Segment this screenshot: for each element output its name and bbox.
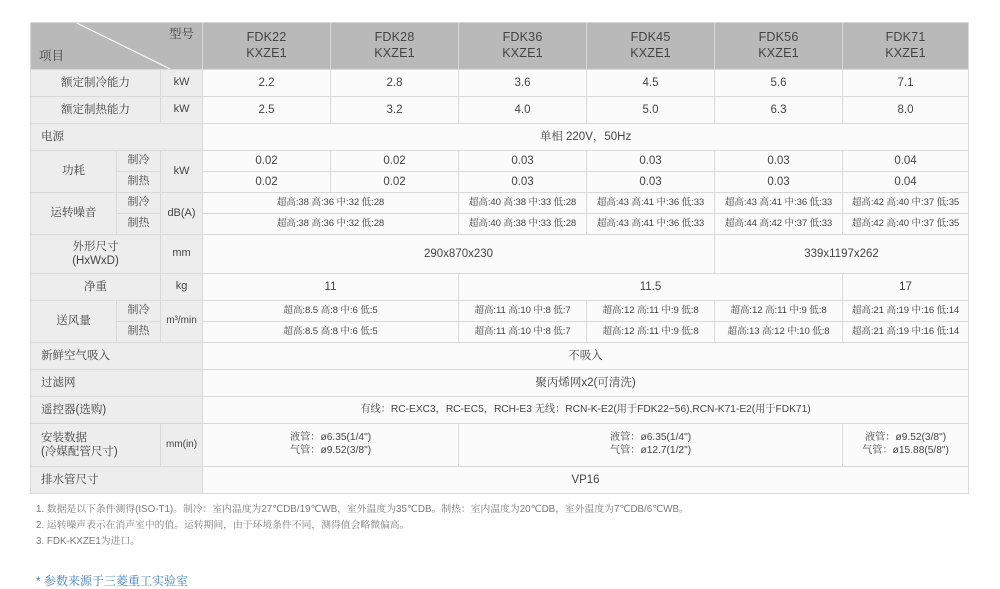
row-sublabel-noise-heating: 制热 bbox=[117, 214, 161, 235]
table-row bbox=[31, 343, 969, 370]
cell-airflow-cooling-4: 超高:21 高:19 中:16 低:14 bbox=[843, 301, 969, 322]
table-row bbox=[31, 397, 969, 424]
cell-cooling-capacity-1: 2.8 bbox=[331, 70, 459, 97]
row-unit-air-flow: m³/min bbox=[161, 301, 203, 343]
cell-noise-cooling-2: 超高:43 高:41 中:36 低:33 bbox=[587, 193, 715, 214]
header-model-0 bbox=[203, 23, 331, 70]
header-model-1-line1: FDK28 bbox=[374, 30, 415, 45]
cell-drain-pipe-value: VP16 bbox=[203, 467, 969, 494]
row-label-noise: 运转噪音 bbox=[31, 193, 117, 235]
cell-power-heating-0: 0.02 bbox=[203, 172, 331, 193]
row-sublabel-airflow-heating: 制热 bbox=[117, 322, 161, 343]
table-row bbox=[31, 301, 969, 322]
cell-power-cooling-2: 0.03 bbox=[459, 151, 587, 172]
cell-noise-heating-1: 超高:40 高:38 中:33 低:28 bbox=[459, 214, 587, 235]
cell-cooling-capacity-0: 2.2 bbox=[203, 70, 331, 97]
row-label-install-line2: (冷媒配管尺寸) bbox=[41, 446, 118, 458]
header-model-3 bbox=[587, 23, 715, 70]
table-row bbox=[31, 370, 969, 397]
cell-net-weight-2: 17 bbox=[843, 274, 969, 301]
source-footnote: * 参数来源于三菱重工实验室 bbox=[36, 574, 189, 589]
table-row bbox=[31, 424, 969, 467]
cell-noise-cooling-4: 超高:42 高:40 中:37 低:35 bbox=[843, 193, 969, 214]
cell-cooling-capacity-2: 3.6 bbox=[459, 70, 587, 97]
cell-dimensions-0: 290x870x230 bbox=[203, 235, 715, 274]
cell-heating-capacity-3: 5.0 bbox=[587, 97, 715, 124]
cell-airflow-heating-4: 超高:21 高:19 中:16 低:14 bbox=[843, 322, 969, 343]
table-row bbox=[31, 70, 969, 97]
header-model-4 bbox=[715, 23, 843, 70]
cell-net-weight-1: 11.5 bbox=[459, 274, 843, 301]
row-label-air-flow: 送风量 bbox=[31, 301, 117, 343]
row-label-heating-capacity: 额定制热能力 bbox=[31, 97, 161, 124]
cell-install-group-0-liquid: 液管：ø6.35(1/4") bbox=[289, 432, 372, 444]
cell-airflow-cooling-3: 超高:12 高:11 中:9 低:8 bbox=[715, 301, 843, 322]
cell-power-cooling-5: 0.04 bbox=[843, 151, 969, 172]
row-label-install-data bbox=[31, 424, 161, 467]
row-unit-dimensions: mm bbox=[161, 235, 203, 274]
cell-noise-cooling-3: 超高:43 高:41 中:36 低:33 bbox=[715, 193, 843, 214]
cell-install-group-0-gas: 气管：ø9.52(3/8") bbox=[289, 445, 372, 456]
cell-install-group-0 bbox=[203, 424, 459, 467]
row-sublabel-airflow-cooling: 制冷 bbox=[117, 301, 161, 322]
cell-airflow-heating-2: 超高:12 高:11 中:9 低:8 bbox=[587, 322, 715, 343]
cell-noise-heating-3: 超高:44 高:42 中:37 低:33 bbox=[715, 214, 843, 235]
cell-power-cooling-1: 0.02 bbox=[331, 151, 459, 172]
cell-install-group-1 bbox=[459, 424, 843, 467]
cell-airflow-cooling-0: 超高:8.5 高:8 中:6 低:5 bbox=[203, 301, 459, 322]
cell-heating-capacity-1: 3.2 bbox=[331, 97, 459, 124]
header-model-1 bbox=[331, 23, 459, 70]
header-model-2-line1: FDK36 bbox=[502, 30, 543, 45]
row-sublabel-power-cooling: 制冷 bbox=[117, 151, 161, 172]
table-notes bbox=[30, 502, 968, 550]
cell-cooling-capacity-3: 4.5 bbox=[587, 70, 715, 97]
cell-noise-heating-2: 超高:43 高:41 中:36 低:33 bbox=[587, 214, 715, 235]
row-unit-power-consumption: kW bbox=[161, 151, 203, 193]
table-row bbox=[31, 97, 969, 124]
cell-fresh-air-value: 不吸入 bbox=[203, 343, 969, 370]
row-label-remote: 遥控器(选购) bbox=[31, 397, 203, 424]
row-unit-cooling-capacity: kW bbox=[161, 70, 203, 97]
header-model-5-line2: KXZE1 bbox=[885, 46, 926, 60]
cell-dimensions-1: 339x1197x262 bbox=[715, 235, 969, 274]
spec-sheet bbox=[30, 22, 968, 589]
cell-power-heating-1: 0.02 bbox=[331, 172, 459, 193]
cell-filter-value: 聚丙烯网x2(可清洗) bbox=[203, 370, 969, 397]
cell-noise-cooling-1: 超高:40 高:38 中:33 低:28 bbox=[459, 193, 587, 214]
cell-net-weight-0: 11 bbox=[203, 274, 459, 301]
note-3: 3. FDK-KXZE1为进口。 bbox=[36, 536, 140, 548]
cell-install-group-1-liquid: 液管：ø6.35(1/4") bbox=[609, 432, 692, 444]
header-model-3-line2: KXZE1 bbox=[630, 46, 671, 60]
row-sublabel-power-heating: 制热 bbox=[117, 172, 161, 193]
row-sublabel-noise-cooling: 制冷 bbox=[117, 193, 161, 214]
header-model-4-line2: KXZE1 bbox=[758, 46, 799, 60]
row-unit-install-data: mm(in) bbox=[161, 424, 203, 467]
table-row bbox=[31, 151, 969, 172]
cell-airflow-cooling-2: 超高:12 高:11 中:9 低:8 bbox=[587, 301, 715, 322]
cell-power-supply-value: 单相 220V，50Hz bbox=[203, 124, 969, 151]
row-label-filter: 过滤网 bbox=[31, 370, 203, 397]
table-header-row bbox=[31, 23, 969, 70]
table-row bbox=[31, 193, 969, 214]
row-unit-net-weight: kg bbox=[161, 274, 203, 301]
cell-install-group-1-gas: 气管：ø12.7(1/2") bbox=[609, 445, 692, 456]
row-label-fresh-air: 新鲜空气吸入 bbox=[31, 343, 203, 370]
header-model-2 bbox=[459, 23, 587, 70]
row-unit-noise: dB(A) bbox=[161, 193, 203, 235]
cell-install-group-2-liquid: 液管：ø9.52(3/8") bbox=[864, 432, 947, 444]
cell-heating-capacity-5: 8.0 bbox=[843, 97, 969, 124]
header-model-label: 型号 bbox=[169, 27, 195, 41]
cell-power-heating-3: 0.03 bbox=[587, 172, 715, 193]
cell-heating-capacity-2: 4.0 bbox=[459, 97, 587, 124]
cell-cooling-capacity-4: 5.6 bbox=[715, 70, 843, 97]
cell-heating-capacity-0: 2.5 bbox=[203, 97, 331, 124]
specifications-table bbox=[30, 22, 969, 494]
header-model-0-line2: KXZE1 bbox=[246, 46, 287, 60]
note-2: 2. 运转噪声表示在消声室中的值。运转期间，由于环境条件不同，测得值会略微偏高。 bbox=[36, 520, 410, 532]
cell-airflow-cooling-1: 超高:11 高:10 中:8 低:7 bbox=[459, 301, 587, 322]
table-row bbox=[31, 467, 969, 494]
header-model-2-line2: KXZE1 bbox=[502, 46, 543, 60]
row-label-dimensions bbox=[31, 235, 161, 274]
table-row bbox=[31, 235, 969, 274]
cell-power-heating-5: 0.04 bbox=[843, 172, 969, 193]
row-label-power-supply: 电源 bbox=[31, 124, 203, 151]
cell-power-heating-2: 0.03 bbox=[459, 172, 587, 193]
table-row bbox=[31, 124, 969, 151]
cell-power-cooling-3: 0.03 bbox=[587, 151, 715, 172]
cell-power-heating-4: 0.03 bbox=[715, 172, 843, 193]
row-unit-heating-capacity: kW bbox=[161, 97, 203, 124]
row-label-drain-pipe: 排水管尺寸 bbox=[31, 467, 203, 494]
cell-airflow-heating-3: 超高:13 高:12 中:10 低:8 bbox=[715, 322, 843, 343]
cell-noise-cooling-0: 超高:38 高:36 中:32 低:28 bbox=[203, 193, 459, 214]
row-label-dimensions-line2: (HxWxD) bbox=[72, 255, 119, 267]
cell-cooling-capacity-5: 7.1 bbox=[843, 70, 969, 97]
cell-heating-capacity-4: 6.3 bbox=[715, 97, 843, 124]
cell-noise-heating-4: 超高:42 高:40 中:37 低:35 bbox=[843, 214, 969, 235]
note-1: 1. 数据是以下条件测得(ISO-T1)。制冷：室内温度为27℃DB/19℃WB，室外温度为35℃DB。制热：室内温度为20℃DB，室外温度为7℃DB/6℃WB。 bbox=[36, 504, 689, 515]
cell-install-group-2-gas: 气管：ø15.88(5/8") bbox=[862, 445, 949, 456]
row-label-net-weight: 净重 bbox=[31, 274, 161, 301]
cell-remote-value: 有线：RC-EXC3，RC-EC5，RCH-E3 无线：RCN-K-E2(用于FDK22~56),RCN-K71-E2(用于FDK71) bbox=[203, 397, 969, 424]
cell-power-cooling-4: 0.03 bbox=[715, 151, 843, 172]
header-model-3-line1: FDK45 bbox=[630, 30, 671, 45]
row-label-dimensions-line1: 外形尺寸 bbox=[72, 240, 119, 253]
cell-noise-heating-0: 超高:38 高:36 中:32 低:28 bbox=[203, 214, 459, 235]
cell-airflow-heating-0: 超高:8.5 高:8 中:6 低:5 bbox=[203, 322, 459, 343]
header-corner-cell bbox=[31, 23, 203, 70]
cell-airflow-heating-1: 超高:11 高:10 中:8 低:7 bbox=[459, 322, 587, 343]
row-label-power-consumption: 功耗 bbox=[31, 151, 117, 193]
header-model-5 bbox=[843, 23, 969, 70]
header-item-label: 项目 bbox=[39, 49, 65, 64]
header-model-1-line2: KXZE1 bbox=[374, 46, 415, 60]
row-label-install-line1: 安装数据 bbox=[41, 431, 87, 444]
header-model-4-line1: FDK56 bbox=[758, 30, 799, 45]
cell-install-group-2 bbox=[843, 424, 969, 467]
header-model-5-line1: FDK71 bbox=[885, 30, 926, 45]
cell-power-cooling-0: 0.02 bbox=[203, 151, 331, 172]
row-label-cooling-capacity: 额定制冷能力 bbox=[31, 70, 161, 97]
header-model-0-line1: FDK22 bbox=[246, 30, 287, 45]
table-row bbox=[31, 274, 969, 301]
